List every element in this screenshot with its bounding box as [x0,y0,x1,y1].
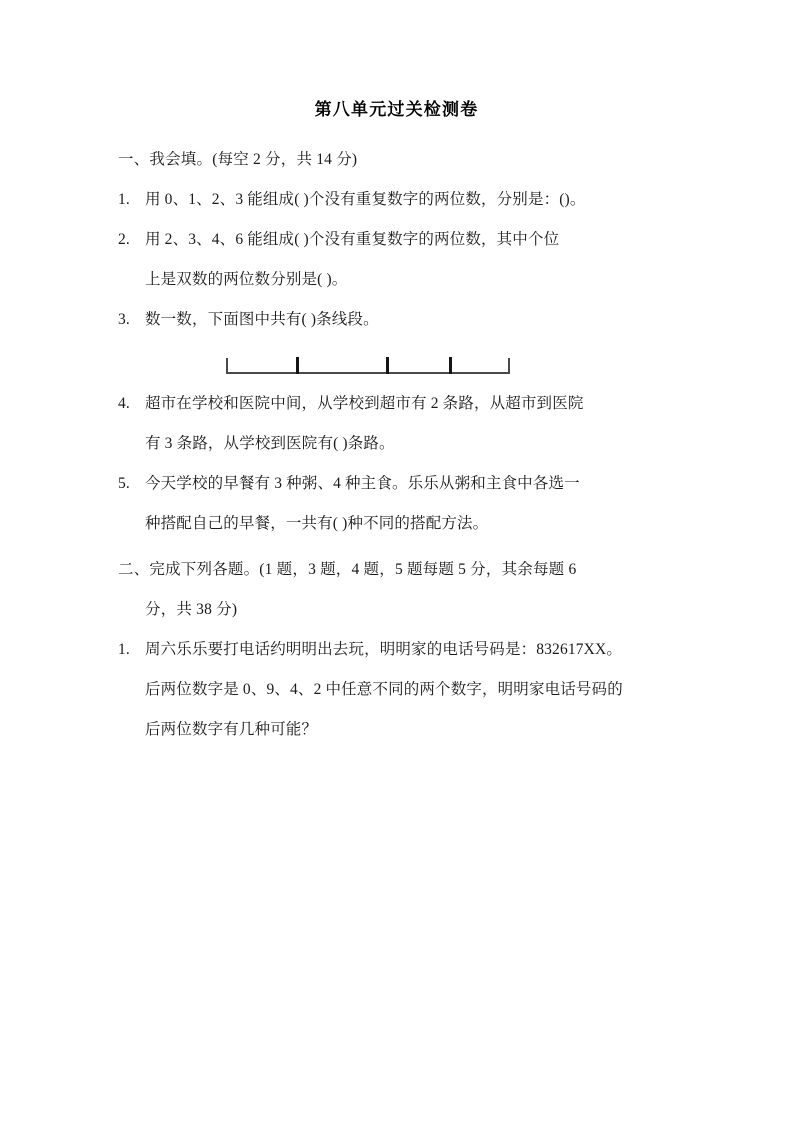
section-two-question-1-number: 1. [118,641,130,658]
question-3 [118,300,710,340]
diagram-tick-4 [449,357,452,374]
section-two-question-1 [118,630,710,750]
section-two-question-1-line-2: 后两位数字是 0、9、4、2 中任意不同的两个数字，明明家电话号码的 [145,681,623,698]
section-two-question-1-line-1: 周六乐乐要打电话约明明出去玩，明明家的电话号码是：832617XX。 [145,641,622,658]
question-3-number: 3. [118,311,130,328]
question-2-number: 2. [118,231,130,248]
question-2-line-1: 用 2、3、4、6 能组成( )个没有重复数字的两位数，其中个位 [145,231,560,248]
figure-container [118,340,710,384]
question-4-number: 4. [118,395,130,412]
diagram-tick-1 [226,358,228,374]
diagram-baseline [226,372,510,374]
document-body [118,140,710,750]
diagram-tick-2 [296,357,299,374]
question-4-line-2: 有 3 条路，从学校到医院有( )条路。 [145,435,395,452]
page-title: 第八单元过关检测卷 [314,100,479,120]
section-two-heading-line-1: 二、完成下列各题。(1 题，3 题，4 题，5 题每题 5 分，其余每题 6 [118,561,577,578]
blank-answer-area [0,790,793,1122]
diagram-tick-5 [508,358,510,374]
section-two-question-1-line-3: 后两位数字有几种可能？ [145,721,318,738]
question-5-number: 5. [118,475,130,492]
section-two-heading-line-2: 分，共 38 分) [145,601,238,618]
section-one-heading: 一、我会填。(每空 2 分，共 14 分) [118,151,358,168]
question-2 [118,220,710,300]
question-1 [118,180,710,220]
question-3-line-1: 数一数，下面图中共有( )条线段。 [145,311,379,328]
question-5 [118,464,710,544]
line-segment-diagram [226,352,510,376]
diagram-tick-3 [386,357,389,374]
question-4 [118,384,710,464]
section-two-heading [118,550,710,630]
question-1-number: 1. [118,191,130,208]
question-5-line-2: 种搭配自己的早餐，一共有( )种不同的搭配方法。 [145,515,489,532]
question-1-line-1: 用 0、1、2、3 能组成( )个没有重复数字的两位数，分别是：()。 [145,191,586,208]
question-4-line-1: 超市在学校和医院中间，从学校到超市有 2 条路，从超市到医院 [145,395,584,412]
question-2-line-2: 上是双数的两位数分别是( )。 [145,271,348,288]
question-5-line-1: 今天学校的早餐有 3 种粥、4 种主食。乐乐从粥和主食中各选一 [145,475,580,492]
